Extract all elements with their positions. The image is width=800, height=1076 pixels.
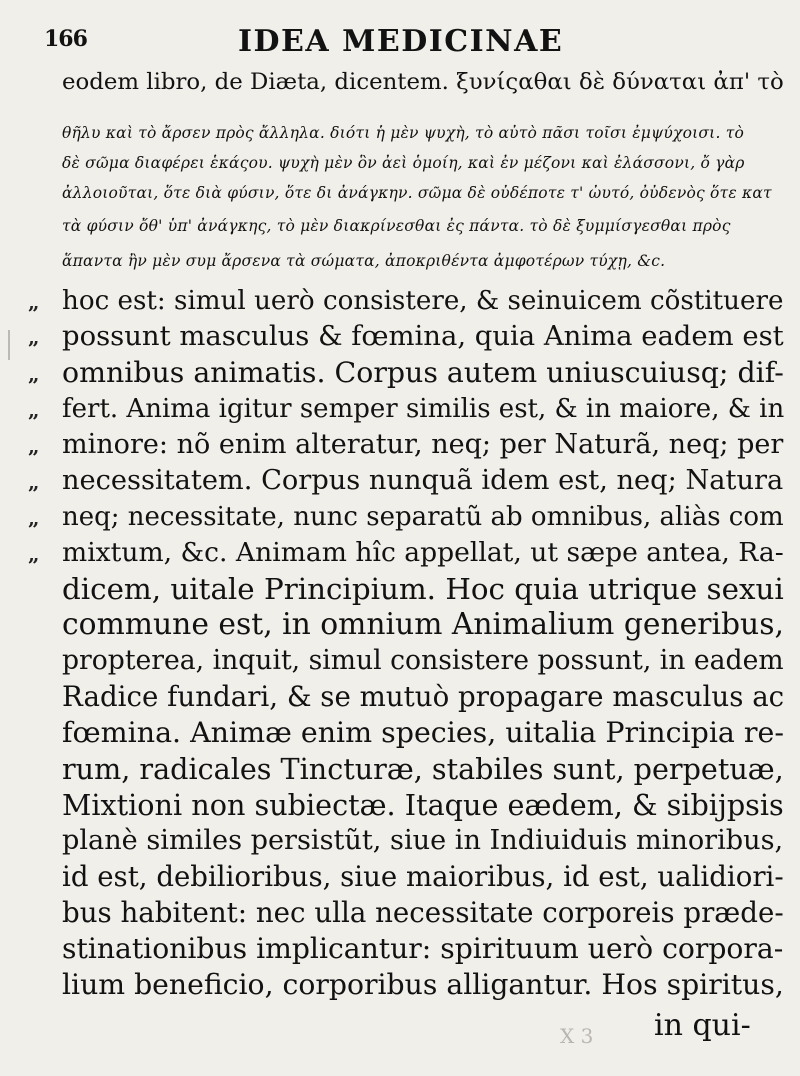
margin-quote-mark: „ <box>28 506 40 530</box>
running-title: IDEA MEDICINAE <box>238 24 564 59</box>
text-line: Mixtioni non subiectæ. Itaque eædem, & sibijpsis <box>62 788 784 822</box>
text-line: eodem libro, de Diæta, dicentem. ξυνίςαθαι δὲ δύναται ἀπ' τὸ <box>62 69 784 95</box>
text-line: dicem, uitale Principium. Hoc quia utrique sexui <box>62 572 784 606</box>
text-line: hoc est: simul uerò consistere, & seinuicem cõstituere <box>62 286 784 316</box>
faded-signature-marks: X 3 <box>560 1024 594 1048</box>
greek-line: τὰ φύσιν ὄθ' ὑπ' ἀνάγκης, τὸ μὲν διακρίνεσθαι ἐς πάντα. τὸ δὲ ξυμμίσγεσθαι πρὸς <box>62 217 731 235</box>
margin-quote-mark: „ <box>28 325 40 349</box>
catchword: in qui- <box>654 1008 751 1043</box>
greek-line: θῆλυ καὶ τὸ ἄρσεν πρὸς ἄλληλα. διότι ἡ μὲν ψυχὴ, τὸ αὐτὸ πᾶσι τοῖσι ἐμψύχοισι. τὸ <box>62 124 745 142</box>
text-line: omnibus animatis. Corpus autem uniuscuiusq; dif- <box>62 356 784 389</box>
text-line: fert. Anima igitur semper similis est, & in maiore, & in <box>62 394 785 424</box>
text-line: minore: nõ enim alteratur, neq; per Naturã, neq; per <box>62 429 784 460</box>
text-line: lium beneficio, corporibus alligantur. Hos spiritus, <box>62 968 784 1001</box>
text-line: neq; necessitate, nunc separatũ ab omnibus, aliàs com <box>62 502 784 532</box>
text-line: bus habitent: nec ulla necessitate corporeis præde- <box>62 896 784 929</box>
greek-line: ἀλλοιοῦται, ὅτε διὰ φύσιν, ὅτε δι ἀνάγκην. σῶμα δὲ οὐδέποτε τ' ὠυτό, ὀὐδενὸς ὅτε κατ <box>62 184 772 202</box>
margin-quote-mark: „ <box>28 362 40 386</box>
text-line: necessitatem. Corpus nunquã idem est, neq; Natura <box>62 465 784 496</box>
page-edge-stain <box>8 330 10 360</box>
text-line: id est, debilioribus, siue maioribus, id est, ualidiori- <box>62 860 784 893</box>
text-line: propterea, inquit, simul consistere possunt, in eadem <box>62 645 784 676</box>
page-header <box>0 24 800 64</box>
margin-quote-mark: „ <box>28 542 40 566</box>
text-line: stinationibus implicantur: spirituum uerò corpora- <box>62 932 784 965</box>
text-line: rum, radicales Tincturæ, stabiles sunt, perpetuæ, <box>62 752 784 786</box>
page-number: 166 <box>44 26 87 52</box>
margin-quote-mark: „ <box>28 470 40 494</box>
margin-quote-mark: „ <box>28 434 40 458</box>
text-line: mixtum, &c. Animam hîc appellat, ut sæpe antea, Ra- <box>62 537 784 568</box>
margin-quote-mark: „ <box>28 398 40 422</box>
margin-quote-mark: „ <box>28 290 40 314</box>
text-line: Radice fundari, & se mutuò propagare masculus ac <box>62 680 785 713</box>
greek-line: δὲ σῶμα διαφέρει ἑκάςου. ψυχὴ μὲν ὃν ἀεὶ ὁμοίη, καὶ ἐν μέζονι καὶ ἐλάσσονι, ὄ γὰρ <box>62 154 745 172</box>
text-line: planè similes persistũt, siue in Indiuiduis minoribus, <box>62 825 784 856</box>
text-line: commune est, in omnium Animalium generibus, <box>62 607 784 642</box>
greek-line: ἅπαντα ἢν μὲν συμ ἄρσενα τὰ σώματα, ἀποκριθέντα ἀμφοτέρων τύχῃ, &c. <box>62 252 666 270</box>
text-line: possunt masculus & fœmina, quia Anima eadem est <box>62 321 784 352</box>
text-line: fœmina. Animæ enim species, uitalia Principia re- <box>62 716 784 749</box>
